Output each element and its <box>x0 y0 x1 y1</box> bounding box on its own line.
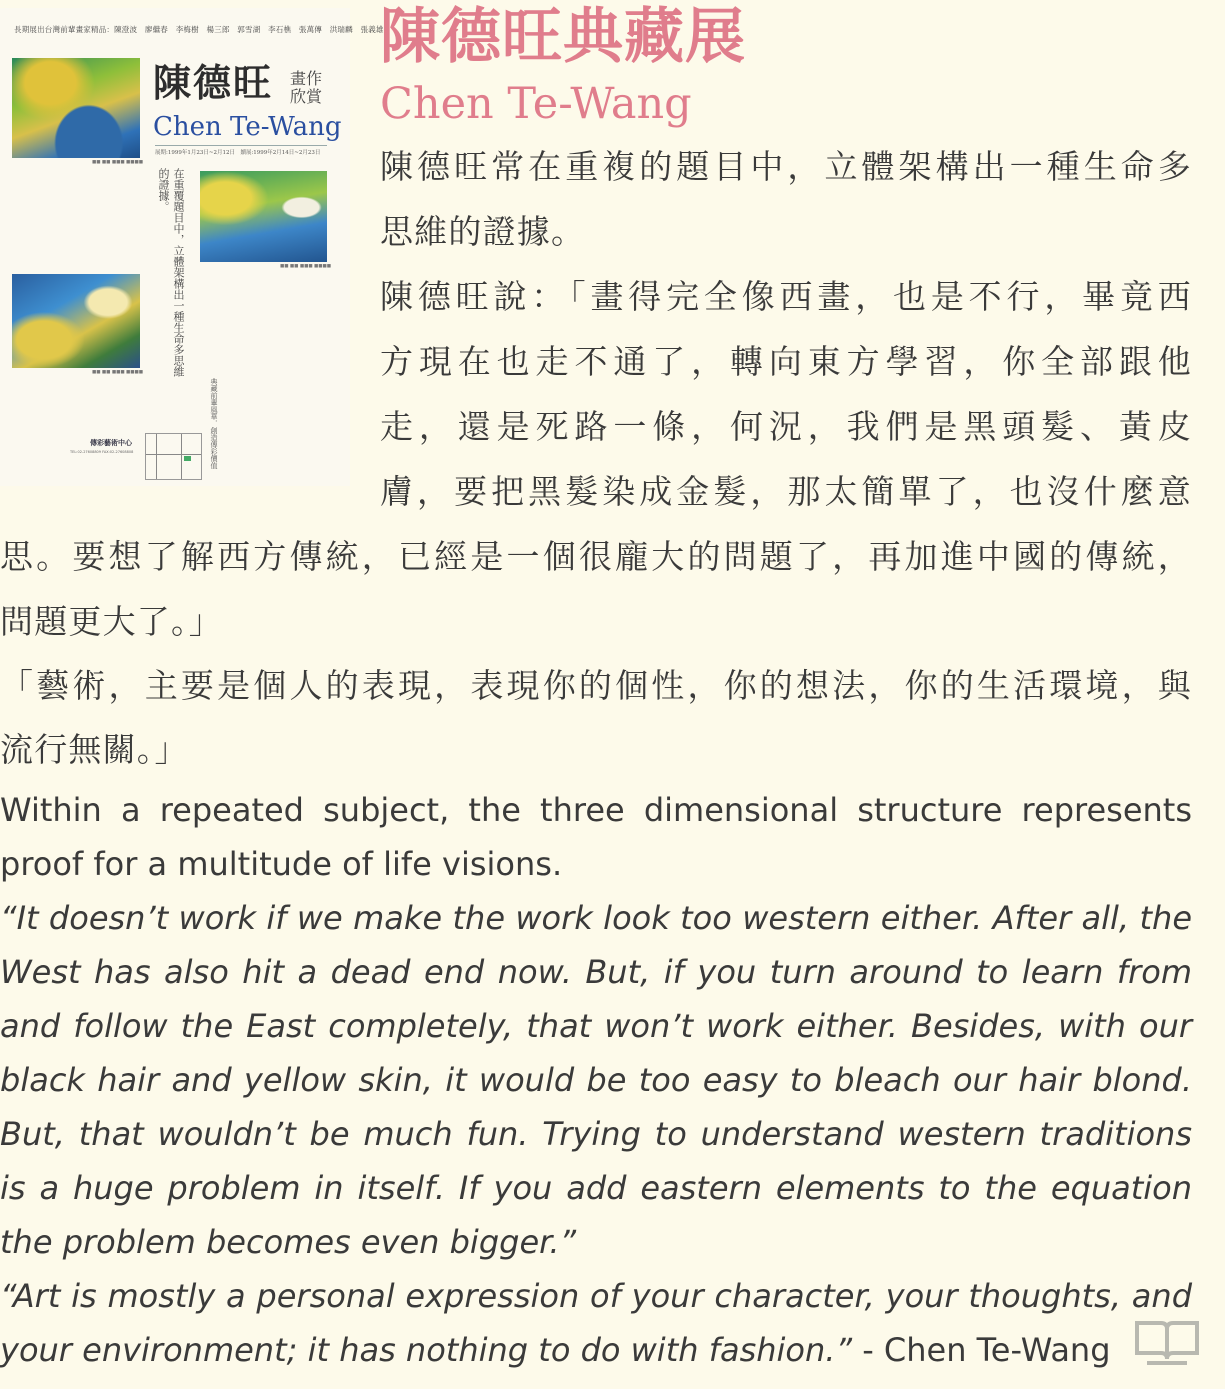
poster-title-en: Chen Te-Wang <box>153 112 342 142</box>
quote-line: “Art is mostly a personal expression of your character, your thoughts, and <box>0 1277 1192 1315</box>
reader-icon[interactable] <box>1133 1317 1201 1369</box>
poster-top-line: 長期展出台灣前輩畫家精品：陳澄波 廖繼春 李梅樹 楊三郎 郭雪湖 李石樵 張萬傳 洪瑞麟 張義雄 <box>14 25 384 34</box>
quote-line: But, that wouldn’t be much fun. Trying to understand western traditions <box>0 1115 1192 1153</box>
en-line: Within a repeated subject, the three dimensional structure represents <box>0 791 1192 829</box>
poster-dates: 展期:1999年1月23日~2月12日 續展:1999年2月14日~2月23日 <box>155 145 327 156</box>
zh-line: 走，還是死路一條，何況，我們是黑頭髮、黃皮 <box>380 407 1192 446</box>
zh-line: 陳德旺說：「畫得完全像西畫，也是不行，畢竟西 <box>380 277 1192 316</box>
poster-vertical-text-2: 典藏前輩風華．創造傳彩價值 <box>210 378 218 469</box>
quote-attribution: - Chen Te-Wang <box>852 1331 1111 1369</box>
zh-line: 陳德旺常在重複的題目中，立體架構出一種生命多 <box>380 147 1192 186</box>
zh-line: 流行無關。」 <box>0 730 189 769</box>
exhibition-title-zh: 陳德旺典藏展 <box>380 2 746 72</box>
location-map <box>145 433 202 480</box>
exhibition-poster <box>0 8 384 486</box>
quote-line: West has also hit a dead end now. But, if you turn around to learn from <box>0 953 1192 991</box>
quote-line: “It doesn’t work if we make the work look too western either. After all, the <box>0 899 1192 937</box>
painting-caption: ■■ ■■ ■■■ ■■■■ <box>280 264 332 269</box>
art-center-logo: 傳彩藝術中心 <box>90 438 132 447</box>
zh-line: 問題更大了。」 <box>0 602 223 641</box>
poster-title-zh: 陳德旺 <box>153 60 274 105</box>
zh-line: 「藝術，主要是個人的表現，表現你的個性，你的想法，你的生活環境，與 <box>0 666 1192 705</box>
zh-line: 思。要想了解西方傳統，已經是一個很龐大的問題了，再加進中國的傳統， <box>0 537 1192 576</box>
exhibition-title-en: Chen Te-Wang <box>380 79 692 129</box>
painting-caption: ■■ ■■ ■■■ ■■■■ <box>92 370 144 375</box>
zh-line: 膚，要把黑髮染成金髮，那太簡單了，也沒什麼意 <box>380 472 1192 511</box>
quote-line: the problem becomes even bigger.” <box>0 1223 577 1261</box>
poster-subtitle-zh: 畫作欣賞 <box>289 69 322 106</box>
painting-landscape-3 <box>12 274 140 368</box>
zh-line: 方現在也走不通了，轉向東方學習，你全部跟他 <box>380 342 1192 381</box>
painting-caption: ■■ ■■ ■■■ ■■■■ <box>92 160 144 165</box>
quote-text: your environment; it has nothing to do with fashion.” <box>0 1331 853 1369</box>
quote-line-last <box>0 1323 1192 1377</box>
zh-line: 思維的證據。 <box>380 212 586 251</box>
art-center-info: TEL:02-27608809 FAX:02-27608808 <box>70 450 134 454</box>
quote-line: is a huge problem in itself. If you add eastern elements to the equation <box>0 1169 1192 1207</box>
quote-line: and follow the East completely, that won’t work either. Besides, with our <box>0 1007 1192 1045</box>
painting-landscape-2 <box>200 171 327 262</box>
quote-line: black hair and yellow skin, it would be too easy to bleach our hair blond. <box>0 1061 1192 1099</box>
painting-landscape-1 <box>12 58 140 158</box>
en-line: proof for a multitude of life visions. <box>0 845 563 883</box>
poster-vertical-text: 在重覆題目中，立體架構出一種生命多思維的證據。 <box>157 168 185 377</box>
